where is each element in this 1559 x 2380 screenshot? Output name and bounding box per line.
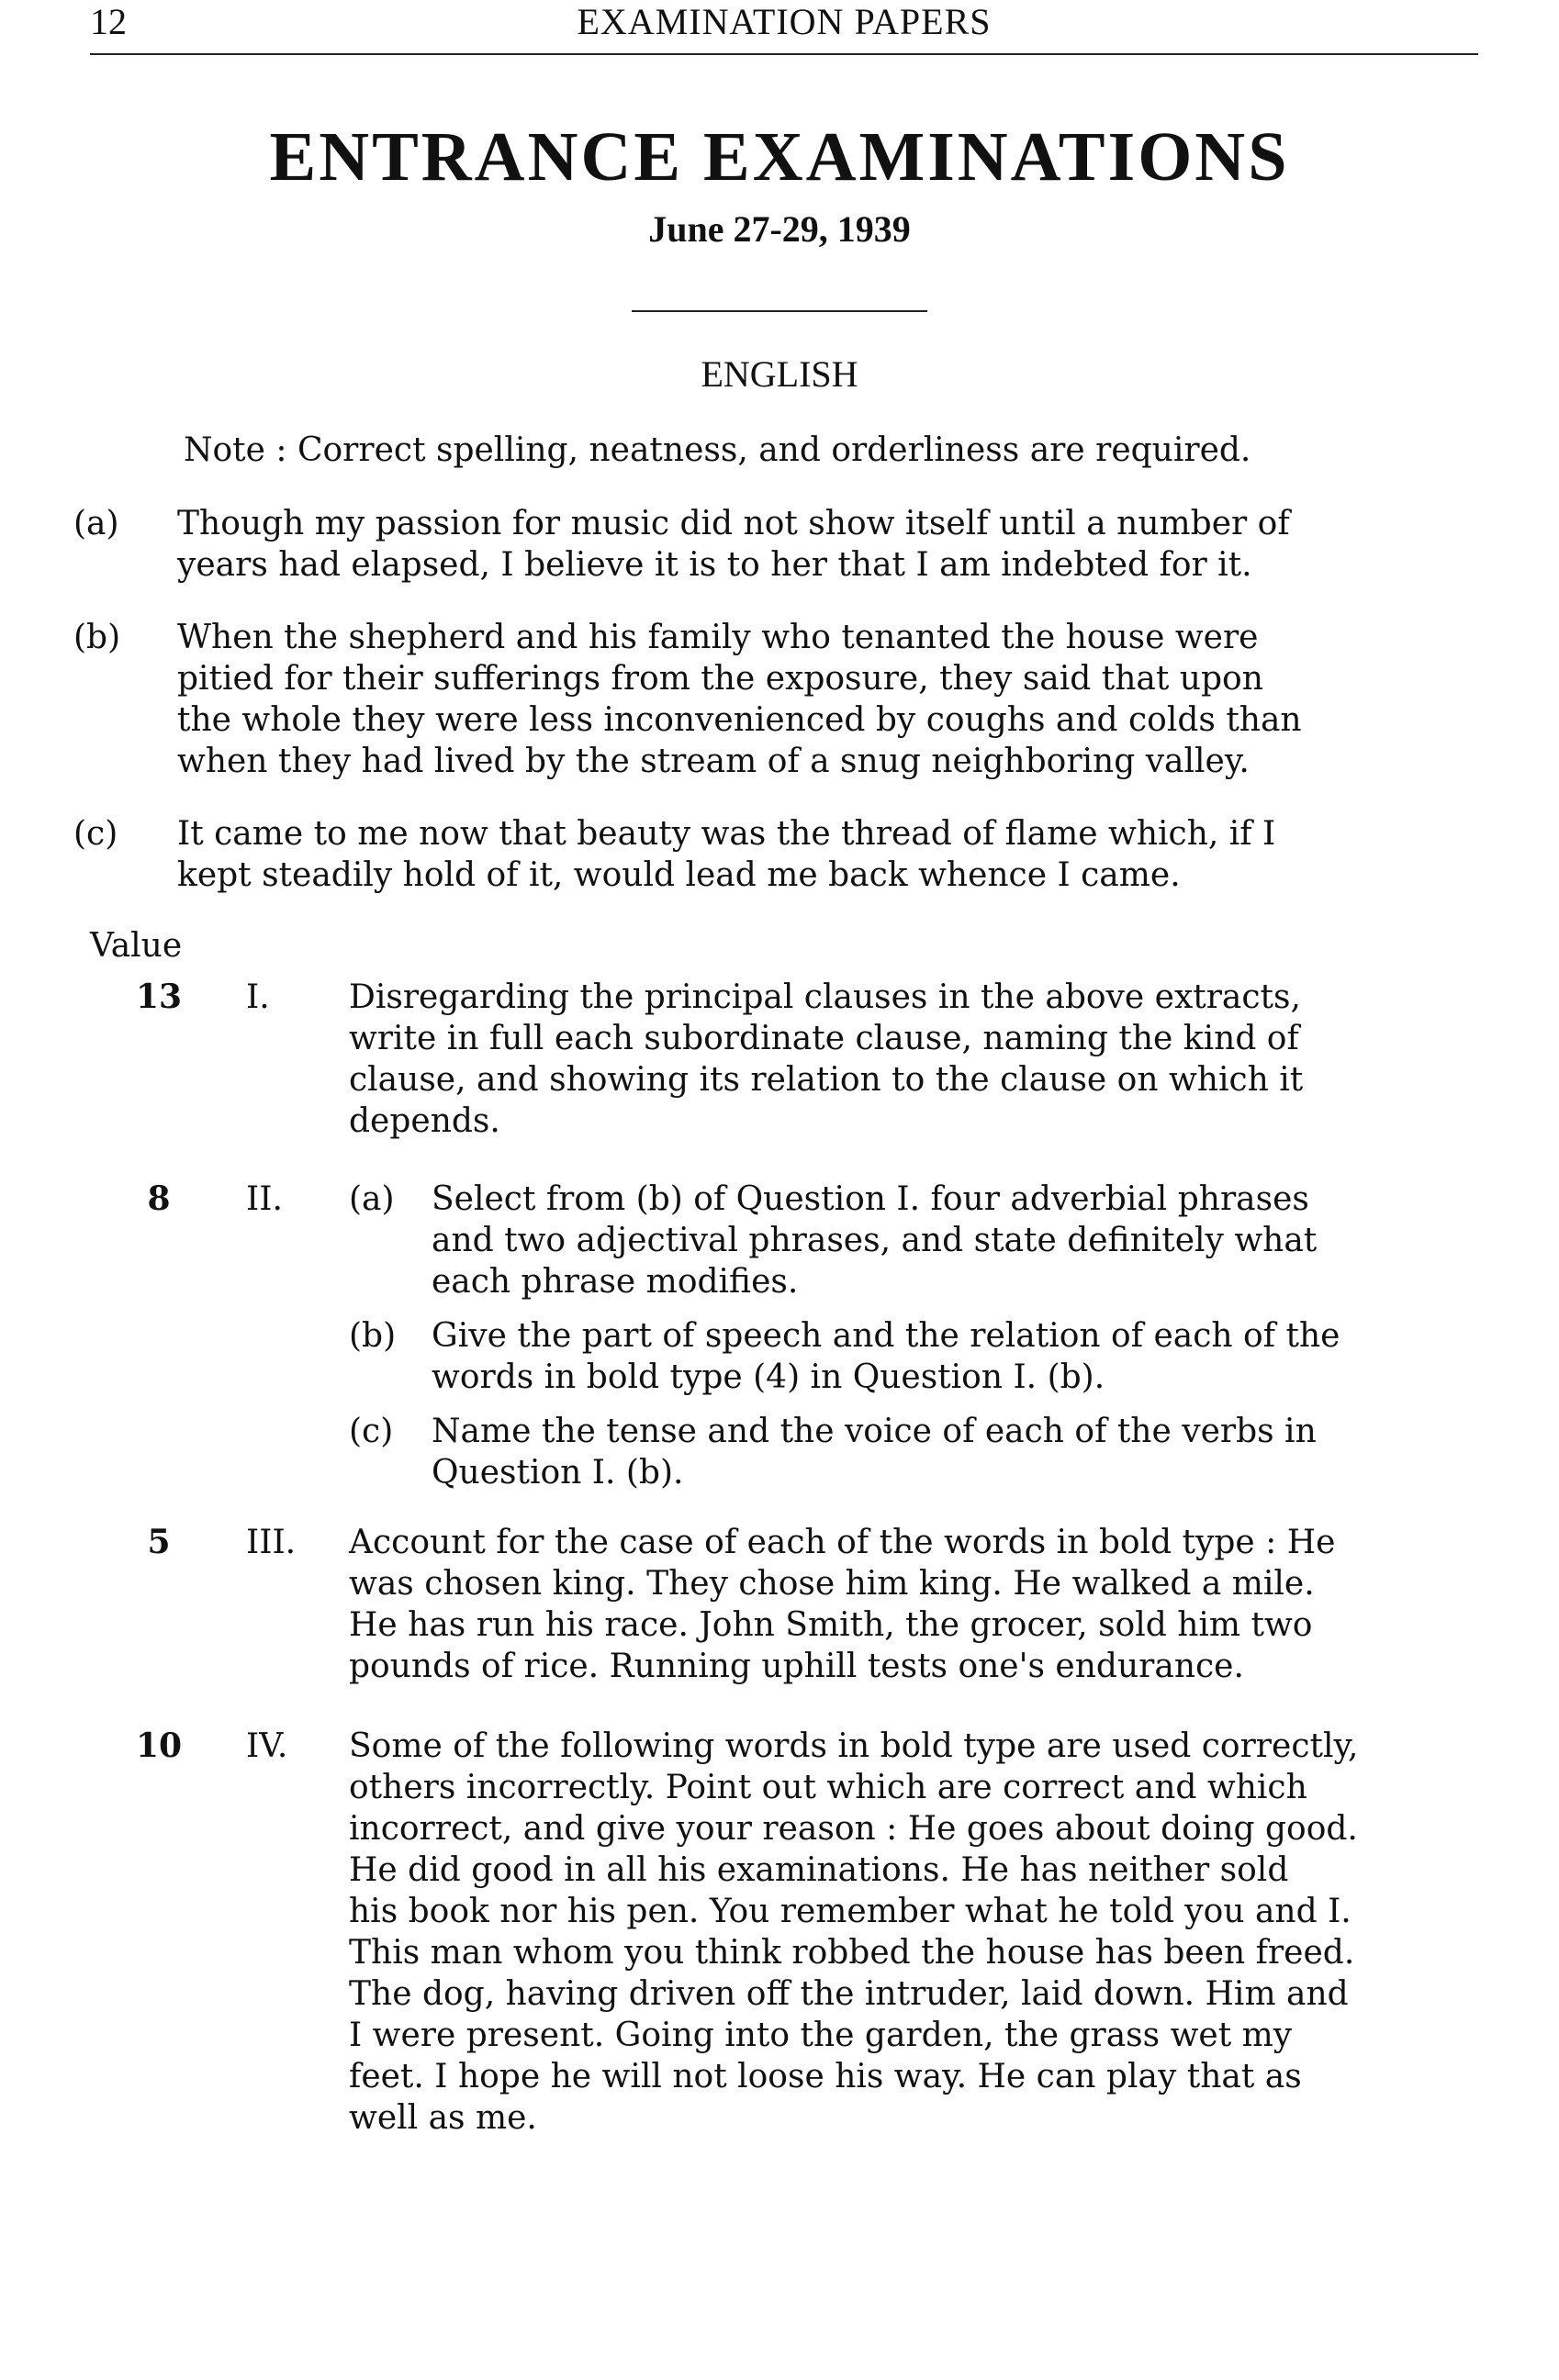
question-number: IV. (246, 1727, 288, 1765)
text-line: depends. (349, 1102, 500, 1140)
text-line: was chosen king. They chose him king. He walked a mile. (349, 1565, 1315, 1603)
running-title: EXAMINATION PAPERS (577, 1, 992, 42)
extract-text (177, 503, 1487, 586)
extract-label: (b) (73, 619, 121, 656)
page-title: ENTRANCE EXAMINATIONS (269, 118, 1290, 196)
text-line: Disregarding the principal clauses in the above extracts, (349, 978, 1301, 1016)
text-line: write in full each subordinate clause, naming the kind of (349, 1020, 1299, 1057)
text-line: pitied for their sufferings from the exposure, they said that upon (177, 660, 1263, 698)
text-line: I were present. Going into the garden, the grass wet my (349, 2017, 1293, 2054)
part-label: (b) (349, 1317, 397, 1355)
question-parts (349, 1179, 1478, 1493)
text-line: others incorrectly. Point out which are correct and which (349, 1769, 1307, 1806)
text-line: He did good in all his examinations. He has neither sold (349, 1851, 1289, 1889)
text-line: the whole they were less inconvenienced by coughs and colds than (177, 701, 1302, 739)
part-text (432, 1179, 1478, 1302)
text-line: Question I. (b). (432, 1454, 684, 1492)
text-line: Account for the case of each of the words in bold type : He (349, 1524, 1336, 1561)
text-line: feet. I hope he will not loose his way. He can play that as (349, 2058, 1302, 2095)
extract-label: (c) (73, 815, 118, 853)
text-line: Though my passion for music did not show itself until a number of (177, 505, 1290, 542)
question-part-a (349, 1179, 1478, 1302)
exam-date: June 27-29, 1939 (648, 208, 911, 250)
subject-heading: ENGLISH (701, 353, 858, 395)
extract-label: (a) (73, 505, 119, 542)
question-part-c (349, 1411, 1478, 1493)
text-line: It came to me now that beauty was the thread of flame which, if I (177, 815, 1276, 853)
text-line: Give the part of speech and the relation of each of the (432, 1317, 1340, 1355)
question-text (349, 977, 1478, 1142)
extract-text (177, 617, 1487, 782)
question-number: I. (246, 978, 270, 1016)
value-column-heading: Value (90, 927, 183, 965)
text-line: The dog, having driven off the intruder, laid down. Him and (349, 1975, 1349, 2013)
question-text (349, 1522, 1478, 1687)
text-line: each phrase modifies. (432, 1263, 799, 1301)
text-line: He has run his race. John Smith, the grocer, sold him two (349, 1606, 1313, 1644)
part-label: (c) (349, 1413, 394, 1450)
question-number: II. (246, 1180, 283, 1218)
text-line: Some of the following words in bold type are used correctly, (349, 1727, 1359, 1765)
text-line: Select from (b) of Question I. four adverbial phrases (432, 1180, 1309, 1218)
question-part-b (349, 1315, 1478, 1398)
instructions-note: Note : Correct spelling, neatness, and orderliness are required. (184, 431, 1251, 469)
part-text (432, 1315, 1478, 1398)
question-value: 5 (147, 1523, 171, 1561)
page-number: 12 (90, 1, 127, 42)
question-value: 13 (135, 978, 183, 1016)
part-text (432, 1411, 1478, 1493)
text-line: clause, and showing its relation to the clause on which it (349, 1061, 1304, 1099)
extract-text (177, 813, 1487, 896)
text-line: incorrect, and give your reason : He goes about doing good. (349, 1810, 1358, 1848)
text-line: and two adjectival phrases, and state definitely what (432, 1222, 1318, 1259)
text-line: This man whom you think robbed the house has been freed. (349, 1934, 1355, 1972)
text-line: kept steadily hold of it, would lead me back whence I came. (177, 856, 1181, 894)
text-line: years had elapsed, I believe it is to her that I am indebted for it. (177, 546, 1252, 584)
running-header (90, 0, 1478, 48)
text-line: words in bold type (4) in Question I. (b). (432, 1358, 1105, 1396)
question-number: III. (246, 1524, 297, 1561)
question-value: 8 (147, 1179, 171, 1218)
title-divider (632, 310, 927, 312)
header-rule (90, 53, 1478, 55)
text-line: pounds of rice. Running uphill tests one's endurance. (349, 1648, 1244, 1685)
text-line: his book nor his pen. You remember what he told you and I. (349, 1893, 1352, 1930)
text-line: When the shepherd and his family who tenanted the house were (177, 619, 1259, 656)
question-text (349, 1726, 1478, 2139)
text-line: Name the tense and the voice of each of the verbs in (432, 1413, 1317, 1450)
text-line: when they had lived by the stream of a snug neighboring valley. (177, 743, 1250, 780)
text-line: well as me. (349, 2099, 537, 2137)
part-label: (a) (349, 1180, 395, 1218)
question-value: 10 (135, 1726, 183, 1765)
